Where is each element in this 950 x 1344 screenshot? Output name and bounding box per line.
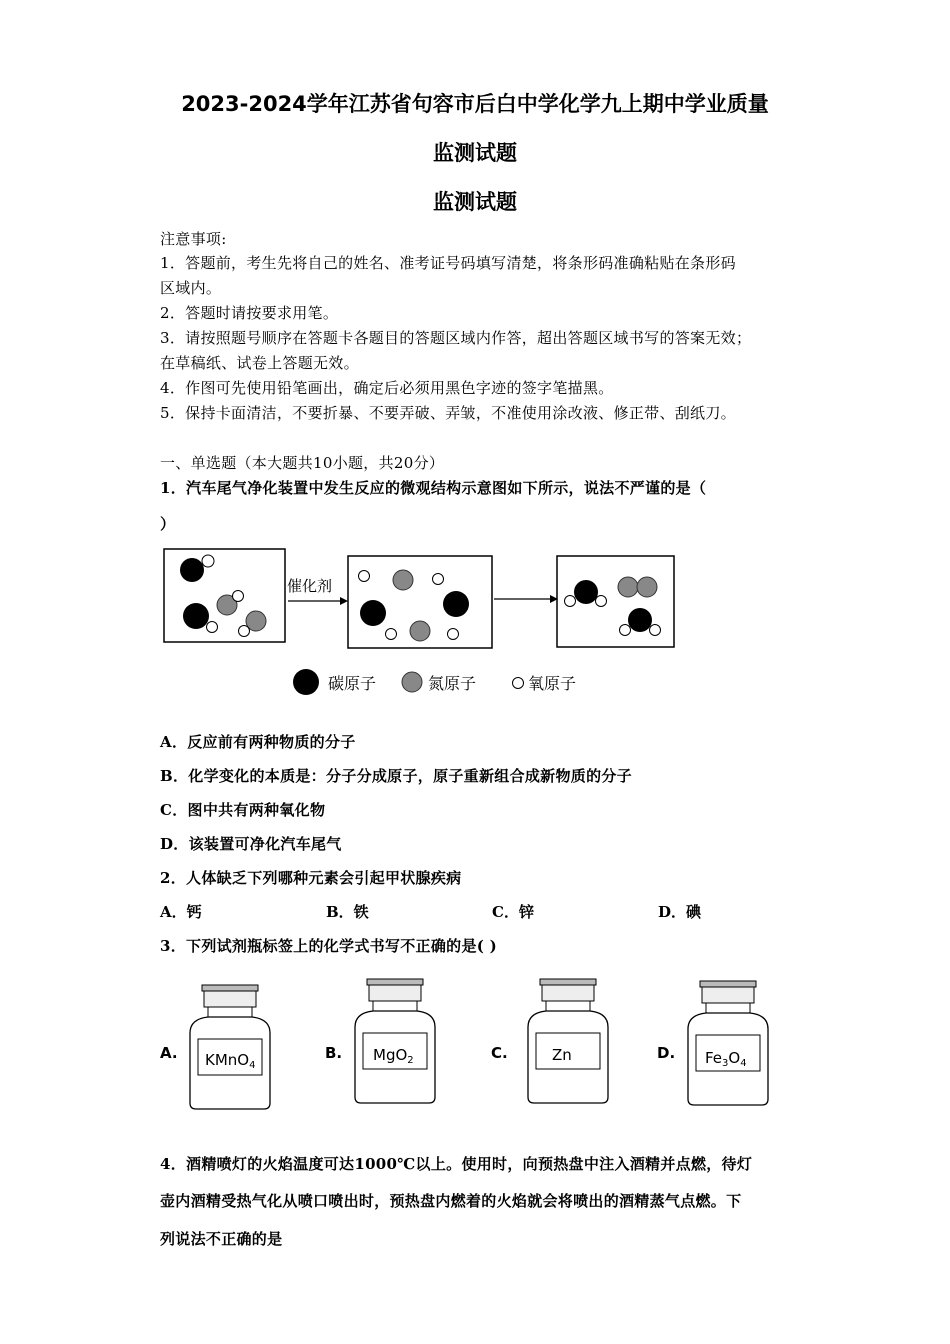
q2-option-a: A．钙 [160,903,202,921]
bottle-a-formula: KMnO$_4$ [205,1051,256,1071]
q1-option-a: A．反应前有两种物质的分子 [160,733,356,751]
bottle-d-letter: D. [657,1044,676,1062]
q2-option-c: C．锌 [492,903,534,921]
q1-option-b: B．化学变化的本质是：分子分成原子，原子重新组合成新物质的分子 [160,767,632,785]
reagent-bottles [150,975,800,1120]
n2-molecule [618,577,638,597]
q2-option-b: B．铁 [326,903,369,921]
legend-carbon-label: 碳原子 [328,674,377,693]
q4-line: 列说法不正确的是 [160,1230,283,1248]
notice-line: 在草稿纸、试卷上答题无效。 [160,354,359,372]
notice-heading: 注意事项: [160,230,227,248]
page-subtitle-repeat: 监测试题 [433,190,517,214]
co-molecule [183,603,209,629]
legend-oxygen-label: 氧原子 [528,674,577,693]
q2-stem: 2．人体缺乏下列哪种元素会引起甲状腺疾病 [160,869,462,887]
legend-carbon-icon [293,669,319,695]
co2-molecule [628,608,652,632]
catalyst-label: 催化剂 [287,577,333,595]
reaction-diagram [150,540,690,705]
q4-line: 4．酒精喷灯的火焰温度可达1000℃以上。使用时，向预热盘中注入酒精并点燃，待灯 [160,1155,753,1173]
co-molecule [180,558,204,582]
q1-option-d: D．该装置可净化汽车尾气 [160,835,342,853]
q3-stem: 3．下列试剂瓶标签上的化学式书写不正确的是( ) [160,937,498,955]
bottle-a-letter: A. [160,1044,178,1062]
bottle-b-formula: MgO$_2$ [373,1046,414,1066]
q2-option-d: D．碘 [658,903,702,921]
bottle-d-formula: $Fe_3O_4$ [705,1049,747,1069]
q1-stem: 1．汽车尾气净化装置中发生反应的微观结构示意图如下所示，说法不严谨的是（ [160,479,707,497]
legend-nitrogen-label: 氮原子 [428,674,477,693]
q1-option-c: C．图中共有两种氧化物 [160,801,326,819]
notice-line: 区域内。 [160,279,222,297]
bottle-c-letter: C. [491,1044,508,1062]
co2-molecule [574,580,598,604]
section-heading: 一、单选题（本大题共10小题，共20分） [160,454,445,472]
notice-line: 3．请按照题号顺序在答题卡各题目的答题区域内作答，超出答题区域书写的答案无效； [160,329,752,347]
notice-line: 2．答题时请按要求用笔。 [160,304,339,322]
legend-nitrogen-icon [402,672,422,692]
notice-line: 4．作图可先使用铅笔画出，确定后必须用黑色字迹的签字笔描黑。 [160,379,614,397]
legend-oxygen-icon [513,678,524,689]
notice-line: 1．答题前，考生先将自己的姓名、准考证号码填写清楚，将条形码准确粘贴在条形码 [160,254,736,272]
page-subtitle: 监测试题 [433,141,517,165]
q4-line: 壶内酒精受热气化从喷口喷出时，预热盘内燃着的火焰就会将喷出的酒精蒸气点燃。下 [160,1192,742,1210]
q1-stem-cont: ） [160,515,176,533]
bottle-b-letter: B. [325,1044,343,1062]
notice-line: 5．保持卡面清洁，不要折暴、不要弄破、弄皱，不准使用涂改液、修正带、刮纸刀。 [160,404,736,422]
bottle-c-formula: Zn [552,1046,572,1064]
page-title: 2023-2024学年江苏省句容市后白中学化学九上期中学业质量 [181,92,769,116]
